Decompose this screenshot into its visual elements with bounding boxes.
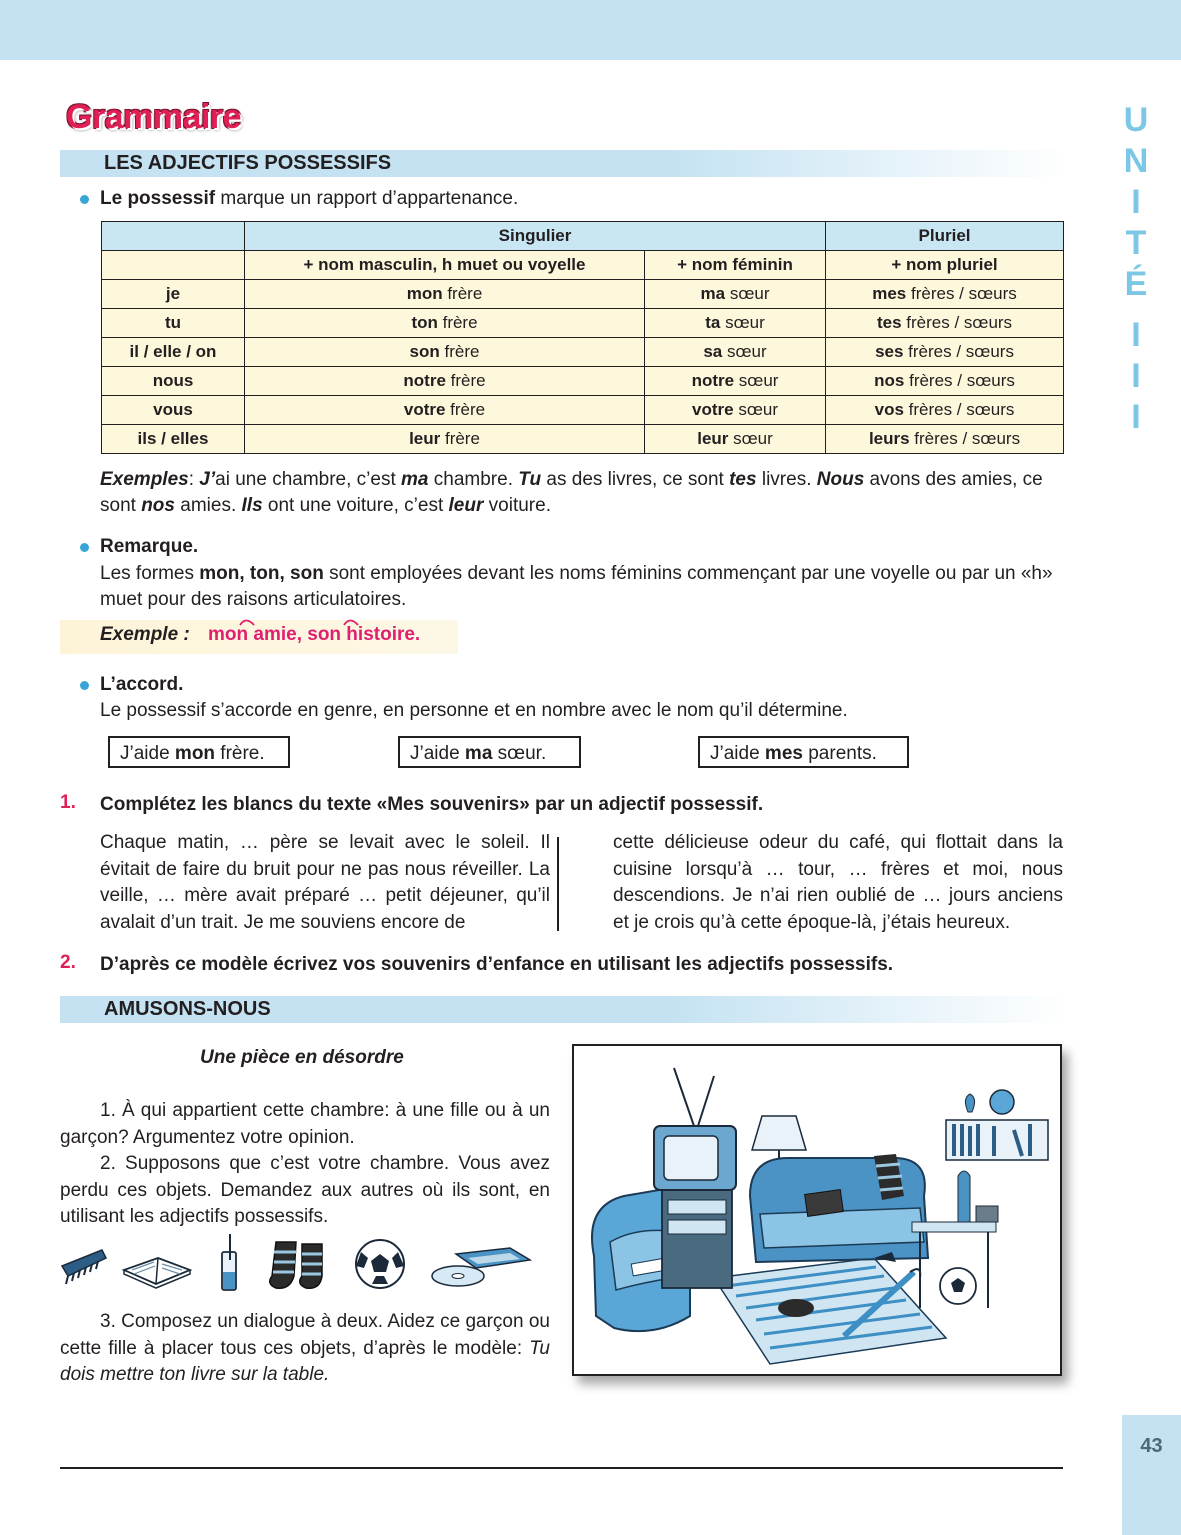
- possessive-table: [101, 221, 1064, 454]
- table-cell-pronoun: vous: [102, 396, 245, 425]
- page-title: Grammaire: [66, 98, 242, 136]
- intro-line: Le possessif marque un rapport d’appartenance.: [100, 188, 519, 209]
- table-cell-fem: sa sœur: [645, 338, 826, 367]
- bullet-icon: [80, 195, 89, 204]
- exemple-label: Exemple :: [100, 624, 190, 645]
- examples-paragraph: Exemples: J’ai une chambre, c’est ma chambre. Tu as des livres, ce sont tes livres. Nous avons des amies, ce sont nos amies. Ils ont une voiture, c’est leur voiture.: [100, 469, 1043, 516]
- table-subheader-masc: + nom masculin, h muet ou voyelle: [245, 251, 645, 280]
- table-row: [102, 280, 1064, 309]
- page-number: 43: [1140, 1435, 1163, 1457]
- table-row: [102, 338, 1064, 367]
- top-band: [0, 0, 1181, 60]
- cd-icon: [432, 1248, 530, 1286]
- unit-label: U N I T É I I I: [1123, 101, 1149, 436]
- accord-text: Le possessif s’accorde en genre, en personne et en nombre avec le nom qu’il détermine.: [100, 700, 848, 721]
- exercise-text-left: Chaque matin, … père se levait avec le soleil. Il évitait de faire du bruit pour ne pas nous réveiller. La veille, … mère avait préparé … petit déjeuner, qu’il avalait d’un trait. Je me souviens encore de: [100, 832, 550, 933]
- table-cell-masc: mon frère: [245, 280, 645, 309]
- glass-icon: [222, 1234, 236, 1290]
- table-cell-pronoun: nous: [102, 367, 245, 396]
- remarque-text: Les formes mon, ton, son sont employées devant les noms féminins commençant par une voyelle ou par un «h» muet pour des raisons articulatoires.: [100, 563, 1053, 610]
- activity-subtitle: Une pièce en désordre: [200, 1047, 404, 1068]
- bullet-icon: [80, 681, 89, 690]
- exemple-text: mon amie, son histoire.: [208, 624, 421, 645]
- activity-question-1: 1. À qui appartient cette chambre: à une fille ou à un garçon? Argumentez votre opinion.: [60, 1100, 550, 1148]
- accord-example-box: J’aide mon frère.: [108, 736, 290, 768]
- comb-icon: [62, 1250, 106, 1284]
- footer-rule: [60, 1467, 1063, 1469]
- ball-icon: [356, 1240, 404, 1288]
- table-row: [102, 396, 1064, 425]
- table-cell-fem: leur sœur: [645, 425, 826, 454]
- table-cell-masc: leur frère: [245, 425, 645, 454]
- section-heading-possessifs: LES ADJECTIFS POSSESSIFS: [104, 152, 392, 174]
- remarque-heading: Remarque.: [100, 536, 199, 557]
- accord-example-box: J’aide mes parents.: [698, 736, 909, 768]
- page-number-box: [1122, 1415, 1181, 1535]
- table-header-singulier: Singulier: [245, 222, 826, 251]
- table-cell-fem: notre sœur: [645, 367, 826, 396]
- book-icon: [124, 1258, 190, 1288]
- room-illustration-frame: [572, 1044, 1062, 1376]
- exercise-text-right: cette délicieuse odeur du café, qui flottait dans la cuisine lorsqu’à … tour, … frères et moi, nous descendions. Je n’ai rien oublié de … jours anciens et je crois qu’à cette époque-là, j’étais heureux.: [613, 832, 1063, 933]
- table-row: [102, 425, 1064, 454]
- table-row: [102, 367, 1064, 396]
- table-cell-pronoun: il / elle / on: [102, 338, 245, 367]
- exercise-1-instruction: Complétez les blancs du texte «Mes souvenirs» par un adjectif possessif.: [100, 794, 764, 815]
- table-cell-plur: vos frères / sœurs: [826, 396, 1064, 425]
- lost-objects-row: [58, 1232, 538, 1296]
- table-cell-plur: tes frères / sœurs: [826, 309, 1064, 338]
- exercise-2-instruction: D’après ce modèle écrivez vos souvenirs d’enfance en utilisant les adjectifs possessifs.: [100, 954, 894, 975]
- table-cell-pronoun: tu: [102, 309, 245, 338]
- column-divider: [557, 837, 559, 931]
- table-row: [102, 309, 1064, 338]
- table-cell-plur: nos frères / sœurs: [826, 367, 1064, 396]
- activity-question-3: 3. Composez un dialogue à deux. Aidez ce garçon ou cette fille à placer tous ces objets, d’après le modèle: Tu dois mettre ton livre sur la table.: [60, 1311, 550, 1385]
- table-header-empty: [102, 222, 245, 251]
- table-cell-masc: son frère: [245, 338, 645, 367]
- accord-example-box: J’aide ma sœur.: [398, 736, 581, 768]
- table-subheader-plur: + nom pluriel: [826, 251, 1064, 280]
- table-header-row: [102, 222, 1064, 251]
- table-cell-fem: ma sœur: [645, 280, 826, 309]
- table-cell-plur: ses frères / sœurs: [826, 338, 1064, 367]
- table-cell-pronoun: je: [102, 280, 245, 309]
- messy-room-illustration: [574, 1046, 1060, 1374]
- table-cell-masc: ton frère: [245, 309, 645, 338]
- liaison-marks: [210, 614, 460, 628]
- table-cell-plur: leurs frères / sœurs: [826, 425, 1064, 454]
- table-subheader-fem: + nom féminin: [645, 251, 826, 280]
- table-header-pluriel: Pluriel: [826, 222, 1064, 251]
- section-heading-amusons: AMUSONS-NOUS: [104, 998, 271, 1020]
- bullet-icon: [80, 543, 89, 552]
- table-cell-masc: votre frère: [245, 396, 645, 425]
- socks-icon: [270, 1242, 322, 1288]
- table-subheader-row: [102, 251, 1064, 280]
- exercise-1-number: 1.: [60, 792, 76, 813]
- accord-heading: L’accord.: [100, 674, 184, 695]
- activity-question-2: 2. Supposons que c’est votre chambre. Vous avez perdu ces objets. Demandez aux autres où ils sont, en utilisant les adjectifs possessifs.: [60, 1153, 550, 1227]
- table-cell-plur: mes frères / sœurs: [826, 280, 1064, 309]
- table-cell-pronoun: ils / elles: [102, 425, 245, 454]
- table-cell-masc: notre frère: [245, 367, 645, 396]
- table-subheader-empty: [102, 251, 245, 280]
- table-cell-fem: votre sœur: [645, 396, 826, 425]
- table-cell-fem: ta sœur: [645, 309, 826, 338]
- exercise-2-number: 2.: [60, 952, 76, 973]
